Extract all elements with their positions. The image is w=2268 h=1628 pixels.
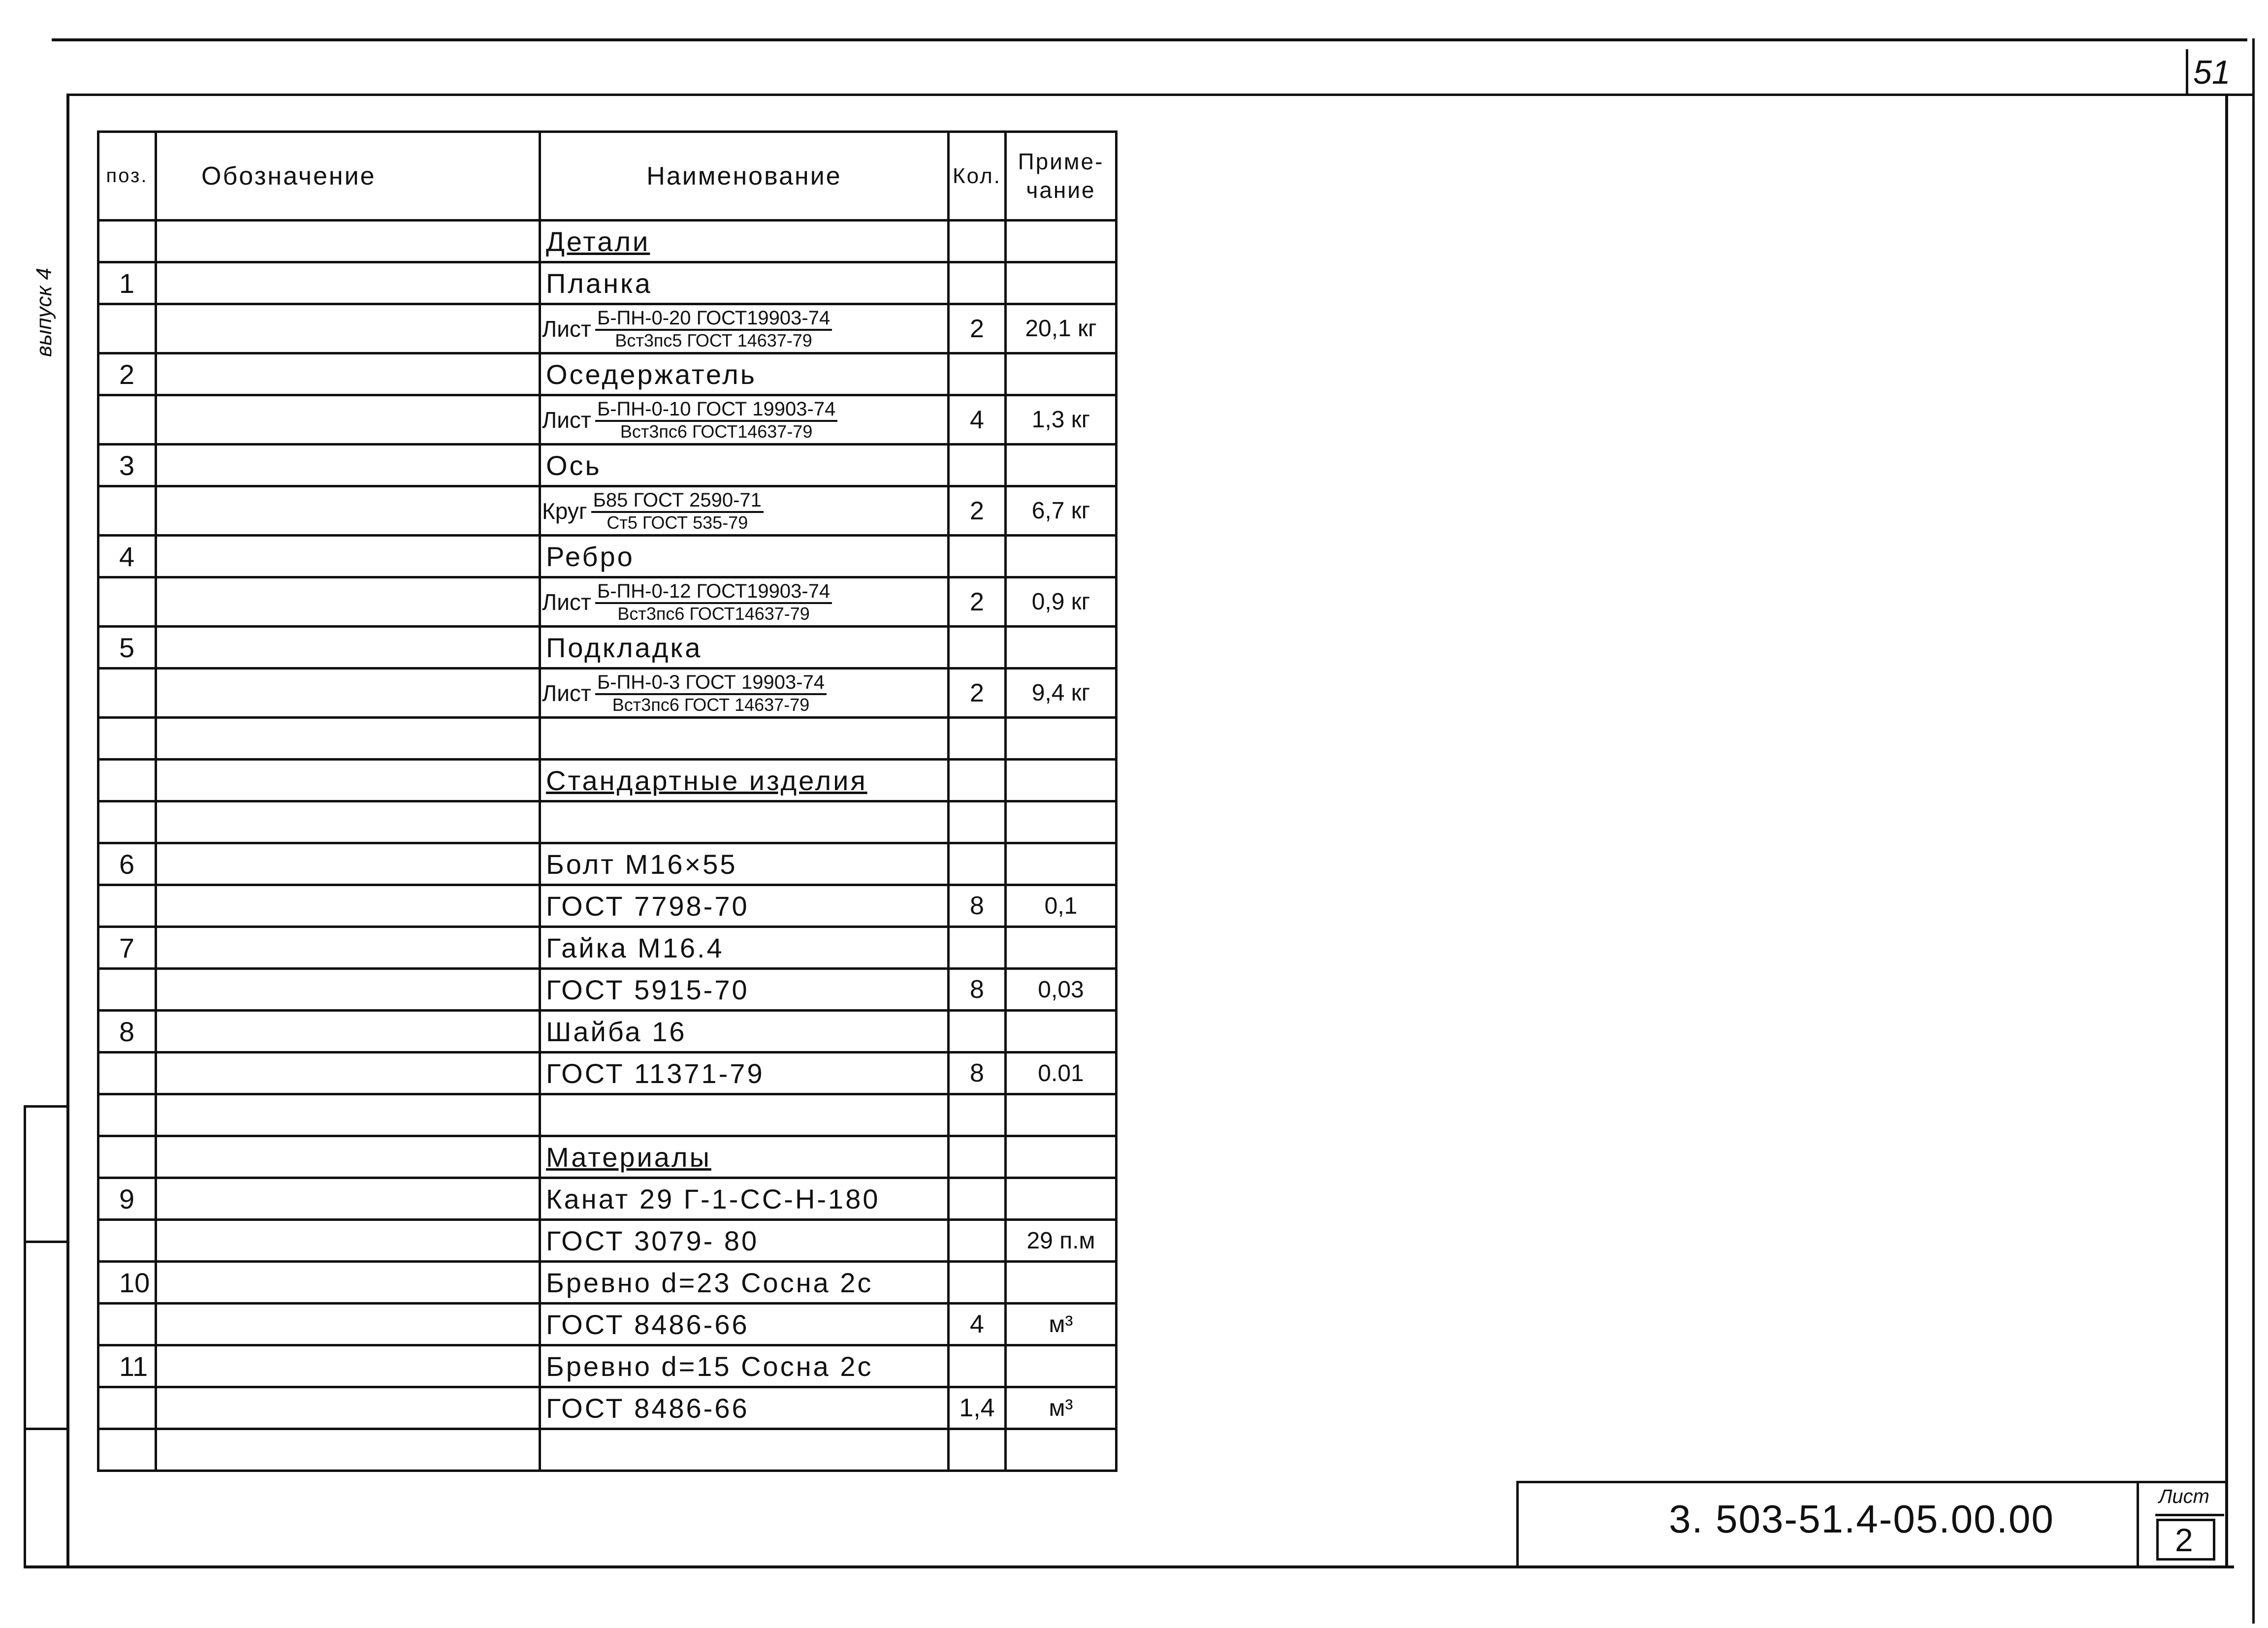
table-row (98, 885, 1117, 927)
name-cell (540, 1429, 949, 1471)
sheet-label: Лист (2159, 1486, 2209, 1507)
pos-cell (98, 486, 156, 536)
frame-right (2225, 94, 2228, 1568)
margin-box-div-2 (24, 1428, 68, 1430)
designation-cell (156, 1136, 540, 1178)
name-cell (540, 1094, 949, 1136)
qty-cell: 4 (949, 395, 1006, 445)
designation-cell (156, 1304, 540, 1345)
designation-cell (156, 627, 540, 669)
header-note-line1: Приме- (1018, 149, 1104, 174)
designation-cell (156, 1429, 540, 1471)
name-cell: ГОСТ 5915-70 (540, 969, 949, 1011)
qty-cell (949, 718, 1006, 760)
name-cell: Подкладка (540, 627, 949, 669)
name-cell: Шайба 16 (540, 1011, 949, 1053)
qty-cell (949, 1345, 1006, 1387)
note-cell (1006, 221, 1117, 262)
table-row (98, 445, 1117, 486)
frame-top-inner (66, 94, 2252, 96)
note-cell (1006, 718, 1117, 760)
designation-cell (156, 1178, 540, 1220)
qty-cell: 8 (949, 885, 1006, 927)
designation-cell (156, 843, 540, 885)
note-cell: 6,7 кг (1006, 486, 1117, 536)
name-cell: ГОСТ 7798-70 (540, 885, 949, 927)
designation-cell (156, 1011, 540, 1053)
note-cell (1006, 536, 1117, 577)
pos-cell: 6 (98, 843, 156, 885)
note-cell (1006, 1136, 1117, 1178)
table-row (98, 1304, 1117, 1345)
designation-cell (156, 1220, 540, 1262)
name-cell (540, 669, 949, 718)
profile-standard: Б85 ГОСТ 2590-71 (591, 490, 764, 513)
note-cell (1006, 1262, 1117, 1304)
qty-cell (949, 760, 1006, 801)
material-fraction (595, 672, 827, 714)
designation-cell (156, 927, 540, 969)
note-cell (1006, 1178, 1117, 1220)
material-fraction (591, 490, 764, 532)
material-fraction (595, 581, 832, 623)
header-note-line2: чание (1026, 177, 1096, 203)
note-cell (1006, 927, 1117, 969)
note-cell (1006, 353, 1117, 395)
designation-cell (156, 304, 540, 353)
steel-grade-standard: Ст5 ГОСТ 535-79 (607, 512, 748, 533)
name-cell: Материалы (540, 1136, 949, 1178)
steel-grade-standard: Вст3пс6 ГОСТ14637-79 (617, 603, 810, 624)
sheet-label-underline (2155, 1514, 2224, 1516)
note-cell (1006, 1429, 1117, 1471)
name-cell: Ось (540, 445, 949, 486)
designation-cell (156, 1387, 540, 1429)
header-designation: Обозначение (156, 132, 540, 221)
side-label: выпуск 4 (32, 267, 56, 357)
name-cell: Планка (540, 262, 949, 304)
note-cell (1006, 843, 1117, 885)
name-cell: Бревно d=15 Сосна 2с (540, 1345, 949, 1387)
note-cell: м³ (1006, 1387, 1117, 1429)
pos-cell (98, 1387, 156, 1429)
note-cell: 0,1 (1006, 885, 1117, 927)
frame-left (66, 94, 69, 1568)
qty-cell (949, 221, 1006, 262)
qty-cell: 2 (949, 669, 1006, 718)
steel-grade-standard: Вст3пс5 ГОСТ 14637-79 (615, 330, 812, 351)
name-cell: ГОСТ 3079- 80 (540, 1220, 949, 1262)
profile-standard: Б-ПН-0-3 ГОСТ 19903-74 (595, 672, 827, 695)
designation-cell (156, 445, 540, 486)
designation-cell (156, 718, 540, 760)
steel-grade-standard: Вст3пс6 ГОСТ14637-79 (620, 421, 813, 442)
qty-cell: 1,4 (949, 1387, 1006, 1429)
header-name: Наименование (540, 132, 949, 221)
qty-cell: 2 (949, 577, 1006, 627)
note-cell (1006, 262, 1117, 304)
sortament-label: Лист (542, 316, 591, 342)
specification-table (97, 130, 1118, 1472)
qty-cell (949, 627, 1006, 669)
pos-cell: 8 (98, 1011, 156, 1053)
designation-cell (156, 577, 540, 627)
table-body (98, 221, 1117, 1471)
designation-cell (156, 760, 540, 801)
table-row (98, 801, 1117, 843)
header-qty: Кол. (949, 132, 1006, 221)
name-cell: Оседержатель (540, 353, 949, 395)
table-row (98, 969, 1117, 1011)
name-cell (540, 577, 949, 627)
name-cell: Ребро (540, 536, 949, 577)
pos-cell: 11 (98, 1345, 156, 1387)
designation-cell (156, 1053, 540, 1094)
qty-cell (949, 536, 1006, 577)
designation-cell (156, 536, 540, 577)
designation-cell (156, 353, 540, 395)
note-cell (1006, 627, 1117, 669)
note-cell: 0,03 (1006, 969, 1117, 1011)
note-cell: 9,4 кг (1006, 669, 1117, 718)
pos-cell (98, 885, 156, 927)
pos-cell (98, 1429, 156, 1471)
name-cell (540, 486, 949, 536)
designation-cell (156, 221, 540, 262)
qty-cell (949, 1429, 1006, 1471)
pos-cell: 10 (98, 1262, 156, 1304)
name-cell (540, 718, 949, 760)
steel-grade-standard: Вст3пс6 ГОСТ 14637-79 (612, 694, 810, 715)
designation-cell (156, 969, 540, 1011)
name-cell (540, 304, 949, 353)
qty-cell: 8 (949, 969, 1006, 1011)
name-cell: Детали (540, 221, 949, 262)
sortament-label: Лист (542, 407, 591, 433)
table-row (98, 262, 1117, 304)
doc-number: 3. 503-51.4-05.00.00 (1669, 1497, 2054, 1541)
note-cell: 29 п.м (1006, 1220, 1117, 1262)
table-row (98, 353, 1117, 395)
designation-cell (156, 395, 540, 445)
table-row (98, 627, 1117, 669)
qty-cell (949, 1094, 1006, 1136)
qty-cell (949, 1262, 1006, 1304)
top-rule (52, 38, 2247, 41)
note-cell: 0,9 кг (1006, 577, 1117, 627)
qty-cell (949, 353, 1006, 395)
designation-cell (156, 801, 540, 843)
table-row (98, 395, 1117, 445)
qty-cell (949, 445, 1006, 486)
profile-standard: Б-ПН-0-10 ГОСТ 19903-74 (595, 399, 837, 422)
designation-cell (156, 1262, 540, 1304)
qty-cell (949, 1011, 1006, 1053)
qty-cell (949, 927, 1006, 969)
header-pos: поз. (98, 132, 156, 221)
margin-box-left (24, 1105, 26, 1568)
qty-cell (949, 1178, 1006, 1220)
sheet-number: 2 (2175, 1522, 2193, 1558)
note-cell (1006, 1345, 1117, 1387)
name-cell: Стандартные изделия (540, 760, 949, 801)
title-block-divider (2137, 1481, 2139, 1565)
pos-cell (98, 1094, 156, 1136)
material-fraction (595, 399, 837, 441)
margin-box-div-1 (24, 1241, 68, 1243)
qty-cell (949, 262, 1006, 304)
designation-cell (156, 262, 540, 304)
header-note (1006, 132, 1117, 221)
table-row (98, 1262, 1117, 1304)
qty-cell (949, 1220, 1006, 1262)
pos-cell (98, 801, 156, 843)
table-row (98, 536, 1117, 577)
note-cell (1006, 445, 1117, 486)
qty-cell (949, 801, 1006, 843)
table-row (98, 486, 1117, 536)
note-cell (1006, 801, 1117, 843)
table-header (98, 132, 1117, 221)
table-row (98, 1136, 1117, 1178)
note-cell (1006, 760, 1117, 801)
sortament-label: Круг (542, 498, 587, 524)
table-row (98, 221, 1117, 262)
table-row (98, 1178, 1117, 1220)
pos-cell: 5 (98, 627, 156, 669)
note-cell (1006, 1094, 1117, 1136)
pos-cell (98, 1220, 156, 1262)
qty-cell: 2 (949, 304, 1006, 353)
table-row (98, 1387, 1117, 1429)
table-row (98, 843, 1117, 885)
table-row (98, 1220, 1117, 1262)
sortament-label: Лист (542, 680, 591, 706)
qty-cell: 4 (949, 1304, 1006, 1345)
pos-cell (98, 1053, 156, 1094)
designation-cell (156, 669, 540, 718)
name-cell: Бревно d=23 Сосна 2с (540, 1262, 949, 1304)
table-row (98, 304, 1117, 353)
name-cell: Болт М16×55 (540, 843, 949, 885)
material-fraction (595, 308, 832, 350)
name-cell (540, 801, 949, 843)
profile-standard: Б-ПН-0-20 ГОСТ19903-74 (595, 308, 832, 331)
designation-cell (156, 885, 540, 927)
pos-cell: 1 (98, 262, 156, 304)
qty-cell (949, 843, 1006, 885)
frame-right-outer (2252, 38, 2255, 1624)
name-cell: Гайка М16.4 (540, 927, 949, 969)
note-cell: 0.01 (1006, 1053, 1117, 1094)
name-cell: ГОСТ 11371-79 (540, 1053, 949, 1094)
table-row (98, 760, 1117, 801)
designation-cell (156, 486, 540, 536)
pos-cell (98, 669, 156, 718)
page-number: 51 (2193, 54, 2231, 91)
note-cell: 1,3 кг (1006, 395, 1117, 445)
table-row (98, 1345, 1117, 1387)
sortament-label: Лист (542, 589, 591, 615)
pos-cell (98, 221, 156, 262)
name-cell: ГОСТ 8486-66 (540, 1387, 949, 1429)
note-cell: м³ (1006, 1304, 1117, 1345)
name-cell: ГОСТ 8486-66 (540, 1304, 949, 1345)
note-cell (1006, 1011, 1117, 1053)
name-cell: Канат 29 Г-1-СС-Н-180 (540, 1178, 949, 1220)
frame-bottom (24, 1565, 2234, 1568)
pos-cell (98, 577, 156, 627)
profile-standard: Б-ПН-0-12 ГОСТ19903-74 (595, 581, 832, 604)
designation-cell (156, 1094, 540, 1136)
table-row (98, 1429, 1117, 1471)
pos-cell (98, 304, 156, 353)
pos-cell (98, 1304, 156, 1345)
pos-cell (98, 718, 156, 760)
qty-cell: 2 (949, 486, 1006, 536)
table-row (98, 927, 1117, 969)
pos-cell: 2 (98, 353, 156, 395)
pos-cell: 3 (98, 445, 156, 486)
margin-box-top (24, 1105, 68, 1108)
page-number-box-left (2186, 49, 2188, 96)
pos-cell (98, 1136, 156, 1178)
table-row (98, 669, 1117, 718)
pos-cell (98, 760, 156, 801)
pos-cell (98, 395, 156, 445)
pos-cell: 4 (98, 536, 156, 577)
pos-cell: 7 (98, 927, 156, 969)
qty-cell: 8 (949, 1053, 1006, 1094)
pos-cell (98, 969, 156, 1011)
note-cell: 20,1 кг (1006, 304, 1117, 353)
table-row (98, 1053, 1117, 1094)
designation-cell (156, 1345, 540, 1387)
name-cell (540, 395, 949, 445)
table-row (98, 718, 1117, 760)
qty-cell (949, 1136, 1006, 1178)
table-row (98, 1094, 1117, 1136)
table-row (98, 1011, 1117, 1053)
pos-cell: 9 (98, 1178, 156, 1220)
table-row (98, 577, 1117, 627)
